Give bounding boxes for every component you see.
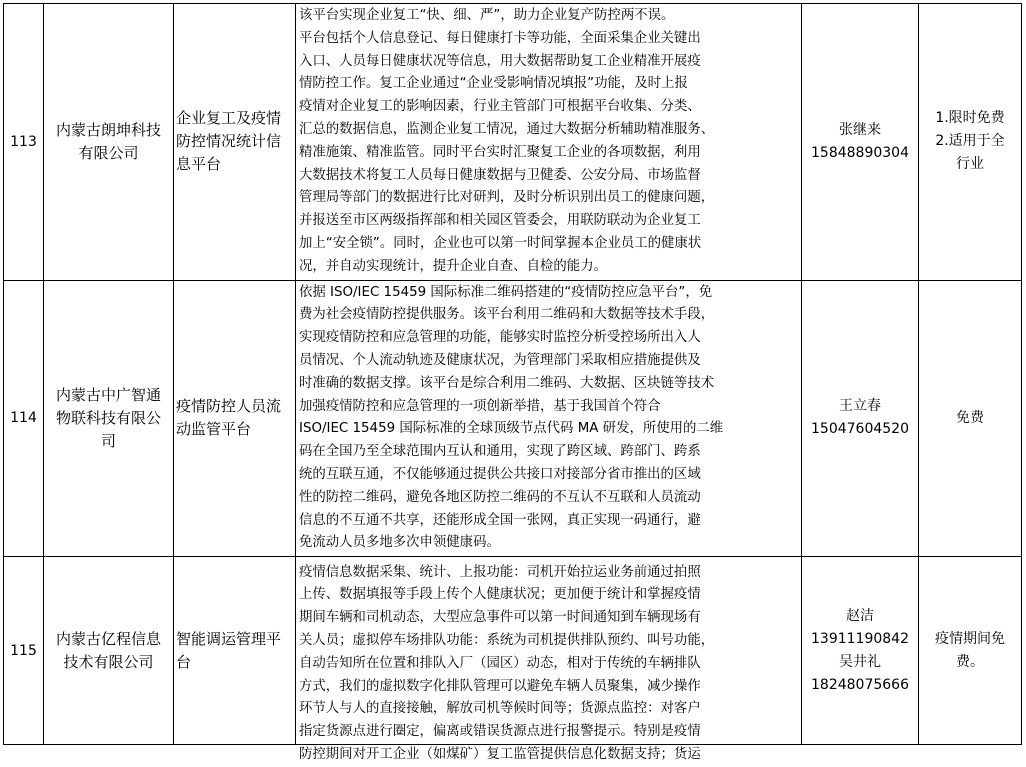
description-line: 汇总的数据信息，监测企业复工情况，通过大数据分析辅助精准服务、: [299, 121, 715, 137]
description-line: 大数据技术将复工人员每日健康数据与卫健委、公安分局、市场监督: [299, 167, 701, 183]
note-line: 2.适用于全: [935, 133, 1005, 150]
platform-name: [174, 4, 296, 281]
description-line: 平台包括个人信息登记、每日健康打卡等功能，全面采集企业关键出: [299, 30, 701, 46]
description-line: 指定货源点进行圈定，偏离或错误货源点进行报警提示。特别是疫情: [299, 724, 701, 740]
company-line: 内蒙古亿程信息: [55, 629, 161, 648]
contact-phone: 13911190842: [811, 630, 909, 647]
company-line: 技术有限公司: [63, 652, 154, 671]
company-line: 物联科技有限公: [55, 408, 161, 427]
description-clip: [299, 562, 798, 762]
row-number: 115: [4, 557, 44, 745]
platform-description: [296, 557, 802, 762]
platform-line: 企业复工及疫情: [176, 109, 282, 128]
description-line: 费为社会疫情防控提供服务。该平台利用二维码和大数据等技术手段，: [299, 307, 715, 323]
description-line: 统的互联互通，不仅能够通过提供公共接口对接部分省市推出的区域: [299, 466, 701, 482]
description-line: 加上“安全锁”。同时，企业也可以第一时间掌握本企业员工的健康状: [299, 235, 702, 251]
description-line: 实现疫情防控和应急管理的功能，能够实时监控分析受控场所出入人: [299, 330, 701, 346]
company-line: 内蒙古朗坤科技: [55, 120, 161, 139]
table-row: [4, 4, 1022, 281]
platform-line: 防控情况统计信: [176, 132, 282, 151]
company-name: [44, 557, 174, 745]
description-line: 上传、数据填报等手段上传个人健康状况；更加便于统计和掌握疫情: [299, 587, 701, 603]
company-name: [44, 4, 174, 281]
note-line: 免费: [956, 409, 984, 426]
description-line: 情防控工作。复工企业通过“企业受影响情况填报”功能，及时上报: [299, 76, 688, 92]
description-line: 方式，我们的虚拟数字化排队管理可以避免车辆人员聚集，减少操作: [299, 678, 701, 694]
contact-info: [802, 4, 919, 281]
platform-name: [174, 280, 296, 557]
contact-name: 吴井礼: [839, 653, 881, 670]
platform-name: [174, 557, 296, 745]
description-line: 自动告知所在位置和排队入厂（园区）动态，相对于传统的车辆排队: [299, 655, 701, 671]
description-line: 疫情对企业复工的影响因素，行业主管部门可根据平台收集、分类、: [299, 99, 701, 115]
enterprise-platform-table: [3, 3, 1022, 762]
contact-name: 张继来: [839, 121, 881, 138]
note-line: 1.限时免费: [935, 110, 1005, 127]
description-line: 精准施策、精准监管。同时平台实时汇聚复工企业的各项数据，利用: [299, 144, 701, 160]
description-line: 信息的不互通不共享，还能形成全国一张网，真正实现一码通行，避: [299, 512, 701, 528]
description-line: 时准确的数据支撑。该平台是综合利用二维码、大数据、区块链等技术: [299, 375, 715, 391]
description-line: 管理局等部门的数据进行比对研判，及时分析识别出员工的健康问题，: [299, 190, 715, 206]
description-line: 期间车辆和司机动态，大型应急事件可以第一时间通知到车辆现场有: [299, 610, 701, 626]
description-line: 关人员；虚拟停车场排队功能：系统为司机提供排队预约、叫号功能，: [299, 633, 715, 649]
description-line: 环节人与人的直接接触，解放司机等候时间等；货源点监控：对客户: [299, 701, 701, 717]
company-name: [44, 280, 174, 557]
company-line: 司: [100, 431, 116, 450]
contact-info: [802, 280, 919, 557]
company-line: 有限公司: [78, 143, 139, 162]
description-line: 依据 ISO/IEC 15459 国际标准二维码搭建的“疫情防控应急平台”，免: [299, 284, 713, 300]
note-line: 费。: [956, 653, 984, 670]
description-line: 并报送至市区两级指挥部和相关园区管委会，用联防联动为企业复工: [299, 213, 701, 229]
platform-description: [296, 4, 802, 281]
description-line: 防控期间对开工企业（如煤矿）复工监管提供信息化数据支持；货运: [299, 747, 701, 762]
description-line: 该平台实现企业复工“快、细、严”，助力企业复产防控两不误。: [299, 8, 675, 23]
contact-name: 王立春: [839, 398, 881, 415]
contact-info: [802, 557, 919, 745]
description-line: 入口、人员每日健康状况等信息，用大数据帮助复工企业精准开展疫: [299, 53, 701, 69]
platform-line: 息平台: [176, 155, 222, 174]
pricing-note: [919, 557, 1022, 745]
description-line: 员情况、个人流动轨迹及健康状况，为管理部门采取相应措施提供及: [299, 352, 701, 368]
contact-phone: 15848890304: [811, 144, 909, 161]
description-line: 免流动人员多地多次申领健康码。: [299, 535, 500, 551]
pricing-note: [919, 4, 1022, 281]
row-number: 114: [4, 280, 44, 557]
description-line: 性的防控二维码，避免各地区防控二维码的不互认不互联和人员流动: [299, 489, 701, 505]
platform-line: 智能调运管理平: [176, 629, 282, 648]
row-number: 113: [4, 4, 44, 281]
note-line: 行业: [956, 156, 984, 173]
contact-phone: 18248075666: [811, 676, 909, 693]
platform-line: 动监管平台: [176, 420, 252, 439]
description-line: 况，并自动实现统计，提升企业自查、自检的能力。: [299, 258, 607, 274]
platform-line: 疫情防控人员流: [176, 397, 282, 416]
pricing-note: [919, 280, 1022, 557]
note-line: 疫情期间免: [935, 630, 1005, 647]
table-row: [4, 557, 1022, 745]
description-line: 疫情信息数据采集、统计、上报功能：司机开始拉运业务前通过拍照: [299, 564, 701, 580]
description-line: ISO/IEC 15459 国际标准的全球顶级节点代码 MA 研发，所使用的二维: [299, 421, 724, 437]
contact-name: 赵洁: [846, 607, 874, 624]
platform-description: [296, 280, 802, 557]
company-line: 内蒙古中广智通: [55, 385, 161, 404]
description-line: 码在全国乃至全球范围内互认和通用，实现了跨区域、跨部门、跨系: [299, 444, 701, 460]
contact-phone: 15047604520: [811, 421, 909, 438]
description-line: 加强疫情防控和应急管理的一项创新举措，基于我国首个符合: [299, 398, 661, 414]
platform-line: 台: [176, 652, 192, 671]
table-row: [4, 280, 1022, 557]
